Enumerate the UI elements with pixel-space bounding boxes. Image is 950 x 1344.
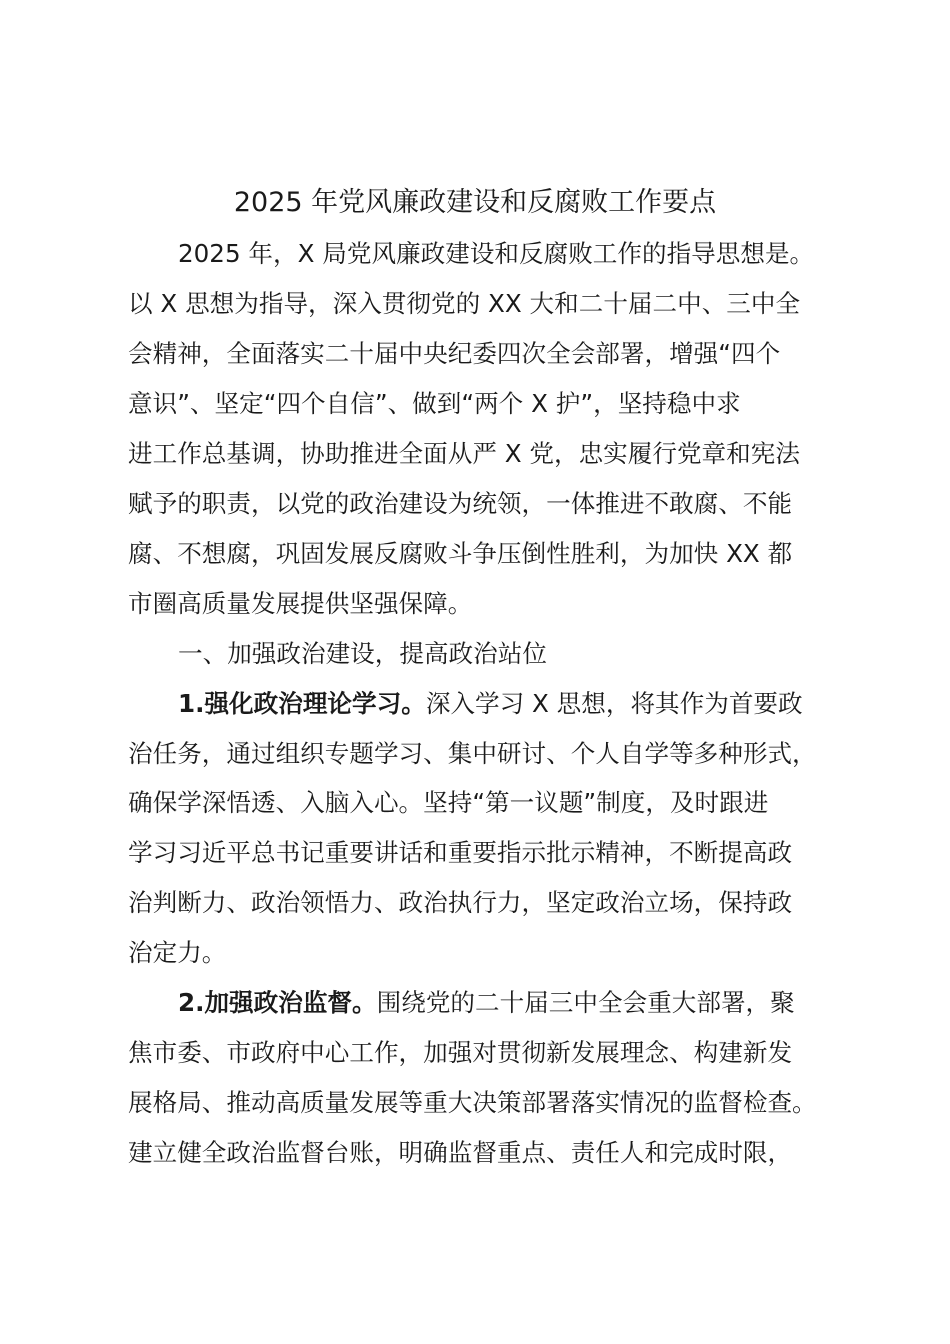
item-1-text: 深入学习 X 思想，将其作为首要政 — [425, 689, 803, 718]
item-2-line: 焦市委、市政府中心工作，加强对贯彻新发展理念、构建新发 — [128, 1038, 793, 1067]
intro-line: 意识”、坚定“四个自信”、做到“两个 X 护”，坚持稳中求 — [128, 389, 741, 418]
intro-line: 以 X 思想为指导，深入贯彻党的 XX 大和二十届二中、三中全 — [128, 289, 801, 318]
item-1-line: 确保学深悟透、入脑入心。坚持“第一议题”制度，及时跟进 — [128, 788, 769, 817]
item-1-first-line — [178, 684, 803, 724]
document-title: 2025 年党风廉政建设和反腐败工作要点 — [233, 187, 717, 218]
item-1-line: 治定力。 — [128, 938, 227, 967]
intro-line: 会精神，全面落实二十届中央纪委四次全会部署，增强“四个 — [128, 339, 781, 368]
item-2-first-line — [178, 983, 795, 1023]
item-1-line: 治任务，通过组织专题学习、集中研讨、个人自学等多种形式， — [128, 739, 817, 768]
item-2-line: 展格局、推动高质量发展等重大决策部署落实情况的监督检查。 — [128, 1088, 817, 1117]
intro-line: 赋予的职责，以党的政治建设为统领，一体推进不敢腐、不能 — [128, 489, 793, 518]
section-heading: 一、加强政治建设，提高政治站位 — [178, 639, 547, 668]
item-2-text: 围绕党的二十届三中全会重大部署，聚 — [376, 988, 795, 1017]
item-1-lead: 1.强化政治理论学习。 — [178, 689, 426, 718]
intro-line: 进工作总基调，协助推进全面从严 X 党，忠实履行党章和宪法 — [128, 439, 800, 468]
item-2-lead: 2.加强政治监督。 — [178, 988, 377, 1017]
item-1-line: 学习习近平总书记重要讲话和重要指示批示精神，不断提高政 — [128, 838, 793, 867]
intro-line: 市圈高质量发展提供坚强保障。 — [128, 589, 473, 618]
item-2-line: 建立健全政治监督台账，明确监督重点、责任人和完成时限， — [128, 1138, 793, 1167]
item-1-line: 治判断力、政治领悟力、政治执行力，坚定政治立场，保持政 — [128, 888, 793, 917]
intro-line: 腐、不想腐，巩固发展反腐败斗争压倒性胜利，为加快 XX 都 — [128, 539, 793, 568]
intro-line: 2025 年，X 局党风廉政建设和反腐败工作的指导思想是。 — [178, 239, 815, 268]
